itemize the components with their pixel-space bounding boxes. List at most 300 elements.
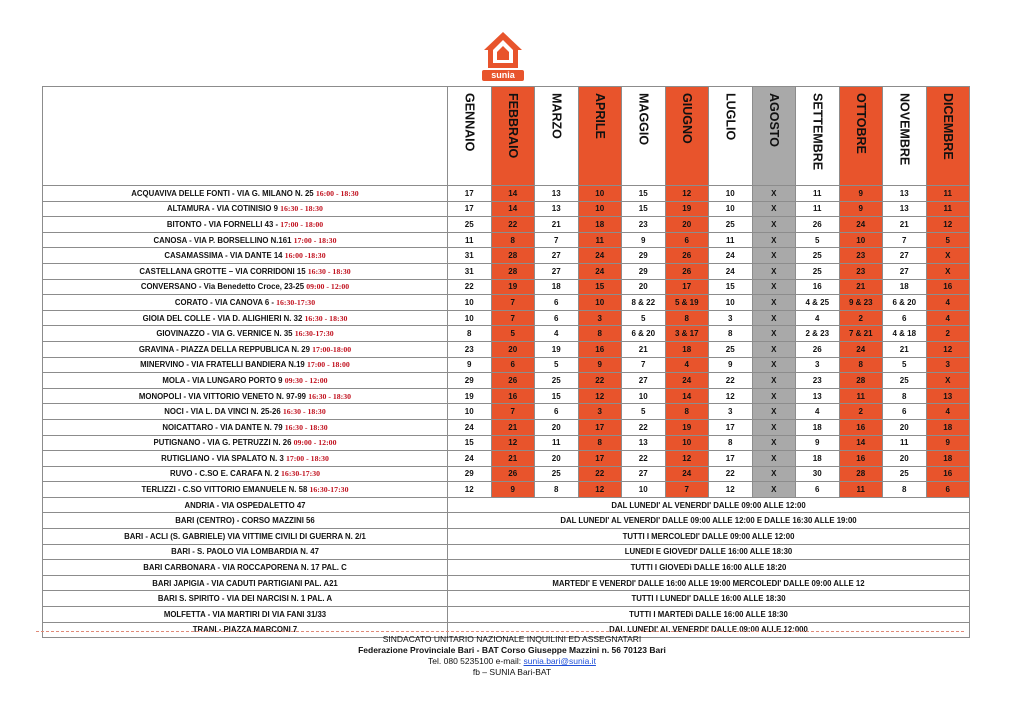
office-name-cell: BARI (CENTRO) - CORSO MAZZINI 56 — [43, 513, 448, 529]
day-cell: 6 — [796, 482, 840, 498]
office-name-cell: BARI - S. PAOLO VIA LOMBARDIA N. 47 — [43, 544, 448, 560]
day-cell: 6 — [535, 310, 579, 326]
table-row — [43, 419, 970, 435]
day-cell: 11 — [448, 232, 492, 248]
office-hours: 09:00 - 12:00 — [293, 438, 337, 448]
day-cell: 7 — [491, 295, 535, 311]
day-cell: 18 — [578, 217, 622, 233]
day-cell: 10 — [709, 201, 753, 217]
table-row — [43, 279, 970, 295]
table-row — [43, 263, 970, 279]
day-cell: 12 — [491, 435, 535, 451]
day-cell: 12 — [578, 388, 622, 404]
day-cell: 16 — [796, 279, 840, 295]
office-hours: 16:00 -18:30 — [284, 251, 326, 261]
day-cell: 8 — [665, 404, 709, 420]
day-cell: 6 & 20 — [883, 295, 927, 311]
day-cell: 17 — [578, 451, 622, 467]
day-cell: X — [752, 341, 796, 357]
day-cell: 19 — [491, 279, 535, 295]
day-cell: 5 — [796, 232, 840, 248]
day-cell: 24 — [839, 217, 883, 233]
day-cell: 19 — [448, 388, 492, 404]
day-cell: 8 — [883, 482, 927, 498]
office-hours: 17:00 - 18:30 — [286, 453, 329, 463]
day-cell: X — [752, 186, 796, 202]
month-label: APRILE — [592, 93, 607, 139]
footer-email-link[interactable]: sunia.bari@sunia.it — [523, 656, 596, 666]
schedule-body — [43, 186, 970, 638]
day-cell: 9 — [839, 186, 883, 202]
table-row — [43, 560, 970, 576]
office-hours: 16:30 - 18:30 — [284, 422, 328, 432]
office-hours: 17:00-18:00 — [312, 344, 352, 354]
office-name: CASAMASSIMA - VIA DANTE 14 — [164, 251, 283, 261]
month-header-febbraio — [491, 87, 535, 186]
office-name-cell: MOLFETTA - VIA MARTIRI DI VIA FANI 31/33 — [43, 607, 448, 623]
day-cell: 25 — [709, 217, 753, 233]
month-header-ottobre — [839, 87, 883, 186]
day-cell: 21 — [622, 341, 666, 357]
office-name: NOICATTARO - VIA DANTE N. 79 — [162, 422, 283, 432]
office-name-cell — [43, 373, 448, 389]
day-cell: 10 — [839, 232, 883, 248]
day-cell: 9 & 23 — [839, 295, 883, 311]
day-cell: 23 — [622, 217, 666, 233]
day-cell: 4 — [665, 357, 709, 373]
day-cell: 28 — [491, 263, 535, 279]
day-cell: 15 — [622, 201, 666, 217]
day-cell: 20 — [883, 451, 927, 467]
day-cell: 12 — [926, 341, 970, 357]
header-blank-cell — [43, 87, 448, 186]
day-cell: 25 — [883, 466, 927, 482]
day-cell: 23 — [448, 341, 492, 357]
day-cell: 8 — [578, 326, 622, 342]
month-header-maggio — [622, 87, 666, 186]
month-label: MAGGIO — [636, 93, 651, 146]
day-cell: X — [926, 263, 970, 279]
office-name: CONVERSANO - Via Benedetto Croce, 23-25 — [140, 282, 305, 292]
month-header-luglio — [709, 87, 753, 186]
table-row — [43, 341, 970, 357]
office-name-cell — [43, 232, 448, 248]
day-cell: 12 — [665, 451, 709, 467]
day-cell: 3 — [578, 404, 622, 420]
day-cell: 4 — [535, 326, 579, 342]
day-cell: X — [752, 326, 796, 342]
day-cell: 12 — [709, 482, 753, 498]
footer-address: Federazione Provinciale Bari - BAT Corso Giuseppe Mazzini n. 56 70123 Bari — [358, 645, 666, 655]
month-header-novembre — [883, 87, 927, 186]
day-cell: X — [926, 373, 970, 389]
day-cell: 28 — [491, 248, 535, 264]
day-cell: 27 — [622, 373, 666, 389]
table-row — [43, 232, 970, 248]
day-cell: 27 — [535, 263, 579, 279]
day-cell: 13 — [883, 186, 927, 202]
office-schedule-note: MARTEDI' E VENERDI' DALLE 16:00 ALLE 19:00 MERCOLEDI' DALLE 09:00 ALLE 12 — [448, 575, 970, 591]
day-cell: 17 — [709, 419, 753, 435]
office-name-cell — [43, 435, 448, 451]
office-name-cell — [43, 419, 448, 435]
table-row — [43, 404, 970, 420]
office-name: GRAVINA - PIAZZA DELLA REPPUBLICA N. 29 — [138, 344, 310, 354]
table-row — [43, 388, 970, 404]
office-name-cell — [43, 248, 448, 264]
day-cell: 18 — [926, 451, 970, 467]
day-cell: 29 — [448, 466, 492, 482]
day-cell: 10 — [578, 201, 622, 217]
footer-tel: Tel. 080 5235100 e-mail: — [428, 656, 522, 666]
office-schedule-note: TUTTI I MERCOLEDI' DALLE 09:00 ALLE 12:00 — [448, 529, 970, 545]
day-cell: 24 — [839, 341, 883, 357]
day-cell: X — [752, 295, 796, 311]
day-cell: 20 — [622, 279, 666, 295]
table-row — [43, 575, 970, 591]
office-hours: 16:30 - 18:30 — [282, 407, 326, 417]
day-cell: 5 — [491, 326, 535, 342]
table-row — [43, 482, 970, 498]
office-schedule-note: TUTTI I MARTEDì DALLE 16:00 ALLE 18:30 — [448, 607, 970, 623]
day-cell: 6 & 20 — [622, 326, 666, 342]
day-cell: 3 — [796, 357, 840, 373]
day-cell: 8 — [535, 482, 579, 498]
day-cell: 7 — [622, 357, 666, 373]
day-cell: 22 — [578, 466, 622, 482]
table-row — [43, 373, 970, 389]
day-cell: 26 — [491, 373, 535, 389]
day-cell: 8 — [665, 310, 709, 326]
day-cell: 12 — [926, 217, 970, 233]
day-cell: 10 — [622, 482, 666, 498]
day-cell: 17 — [709, 451, 753, 467]
day-cell: 10 — [709, 186, 753, 202]
house-logo-icon — [482, 30, 524, 70]
day-cell: 18 — [883, 279, 927, 295]
day-cell: 14 — [491, 201, 535, 217]
day-cell: 19 — [665, 419, 709, 435]
office-schedule-note: TUTTI I LUNEDI' DALLE 16:00 ALLE 18:30 — [448, 591, 970, 607]
day-cell: 13 — [796, 388, 840, 404]
day-cell: 10 — [448, 310, 492, 326]
day-cell: 13 — [535, 186, 579, 202]
day-cell: 16 — [926, 279, 970, 295]
office-hours: 16:30 - 18:30 — [307, 266, 351, 276]
table-row — [43, 201, 970, 217]
office-name-cell — [43, 404, 448, 420]
day-cell: 12 — [448, 482, 492, 498]
month-header-aprile — [578, 87, 622, 186]
day-cell: 8 — [883, 388, 927, 404]
office-name: CORATO - VIA CANOVA 6 - — [174, 297, 274, 307]
table-row — [43, 435, 970, 451]
day-cell: 7 — [491, 310, 535, 326]
office-name-cell: BARI S. SPIRITO - VIA DEI NARCISI N. 1 PAL. A — [43, 591, 448, 607]
day-cell: 18 — [796, 451, 840, 467]
day-cell: 5 — [622, 404, 666, 420]
table-row — [43, 295, 970, 311]
day-cell: 28 — [839, 373, 883, 389]
office-name: MOLA - VIA LUNGARO PORTO 9 — [162, 375, 283, 385]
day-cell: 24 — [448, 451, 492, 467]
day-cell: 18 — [926, 419, 970, 435]
office-hours: 17:00 - 18:00 — [280, 219, 324, 229]
logo-text: sunia — [482, 70, 524, 81]
day-cell: 21 — [491, 451, 535, 467]
day-cell: 11 — [578, 232, 622, 248]
day-cell: 9 — [448, 357, 492, 373]
day-cell: X — [926, 248, 970, 264]
day-cell: 8 — [709, 326, 753, 342]
month-header-marzo — [535, 87, 579, 186]
day-cell: 19 — [665, 201, 709, 217]
day-cell: 21 — [883, 341, 927, 357]
day-cell: 10 — [622, 388, 666, 404]
day-cell: 3 — [709, 310, 753, 326]
day-cell: 17 — [578, 419, 622, 435]
day-cell: 7 — [665, 482, 709, 498]
day-cell: 25 — [709, 341, 753, 357]
day-cell: X — [752, 451, 796, 467]
day-cell: 2 — [839, 404, 883, 420]
day-cell: 4 — [796, 404, 840, 420]
day-cell: 20 — [535, 451, 579, 467]
day-cell: 22 — [448, 279, 492, 295]
day-cell: X — [752, 373, 796, 389]
day-cell: 29 — [622, 263, 666, 279]
day-cell: 22 — [622, 419, 666, 435]
day-cell: X — [752, 310, 796, 326]
table-row — [43, 591, 970, 607]
day-cell: 24 — [448, 419, 492, 435]
office-name-cell — [43, 388, 448, 404]
office-name-cell: BARI CARBONARA - VIA ROCCAPORENA N. 17 PAL. C — [43, 560, 448, 576]
day-cell: 25 — [448, 217, 492, 233]
day-cell: X — [752, 232, 796, 248]
day-cell: 4 & 25 — [796, 295, 840, 311]
office-hours: 17:00 - 18:00 — [306, 360, 350, 370]
day-cell: 10 — [578, 186, 622, 202]
table-row — [43, 466, 970, 482]
day-cell: 13 — [622, 435, 666, 451]
day-cell: 25 — [796, 248, 840, 264]
day-cell: 6 — [535, 295, 579, 311]
table-row — [43, 451, 970, 467]
day-cell: 18 — [665, 341, 709, 357]
day-cell: 15 — [709, 279, 753, 295]
day-cell: 21 — [491, 419, 535, 435]
day-cell: 5 — [622, 310, 666, 326]
day-cell: X — [752, 388, 796, 404]
table-row — [43, 529, 970, 545]
day-cell: 11 — [796, 201, 840, 217]
day-cell: 15 — [578, 279, 622, 295]
day-cell: 4 — [926, 310, 970, 326]
day-cell: 24 — [665, 466, 709, 482]
office-name: MONOPOLI - VIA VITTORIO VENETO N. 97-99 — [138, 391, 307, 401]
day-cell: 10 — [709, 295, 753, 311]
day-cell: 26 — [796, 217, 840, 233]
office-name-cell: TRANI - PIAZZA MARCONI 7 — [43, 622, 448, 638]
table-row — [43, 248, 970, 264]
day-cell: 16 — [578, 341, 622, 357]
table-row — [43, 497, 970, 513]
office-hours: 17:00 - 18:30 — [293, 235, 337, 245]
month-label: SETTEMBRE — [810, 93, 825, 171]
day-cell: 26 — [665, 263, 709, 279]
day-cell: 3 — [926, 357, 970, 373]
day-cell: 11 — [883, 435, 927, 451]
office-name: ALTAMURA - VIA COTINISIO 9 — [167, 204, 278, 214]
month-header-row — [43, 87, 970, 186]
day-cell: 7 & 21 — [839, 326, 883, 342]
day-cell: 21 — [883, 217, 927, 233]
day-cell: 27 — [883, 263, 927, 279]
office-name-cell — [43, 217, 448, 233]
table-row — [43, 544, 970, 560]
day-cell: 9 — [709, 357, 753, 373]
month-header-gennaio — [448, 87, 492, 186]
day-cell: 12 — [665, 186, 709, 202]
table-row — [43, 357, 970, 373]
day-cell: 24 — [709, 248, 753, 264]
table-row — [43, 326, 970, 342]
office-schedule-note: LUNEDI E GIOVEDI' DALLE 16:00 ALLE 18:30 — [448, 544, 970, 560]
office-name: NOCI - VIA L. DA VINCI N. 25-26 — [164, 407, 281, 417]
day-cell: X — [752, 435, 796, 451]
day-cell: 17 — [448, 186, 492, 202]
day-cell: 11 — [839, 482, 883, 498]
day-cell: 21 — [535, 217, 579, 233]
day-cell: 28 — [839, 466, 883, 482]
office-hours: 09:00 - 12:00 — [306, 282, 350, 292]
office-name: MINERVINO - VIA FRATELLI BANDIERA N.19 — [140, 360, 305, 370]
day-cell: 23 — [796, 373, 840, 389]
day-cell: 30 — [796, 466, 840, 482]
office-hours: 09:30 - 12:00 — [284, 375, 328, 385]
day-cell: 26 — [665, 248, 709, 264]
day-cell: 31 — [448, 248, 492, 264]
office-name: BITONTO - VIA FORNELLI 43 - — [166, 219, 279, 229]
office-hours: 16:30-17:30 — [294, 329, 334, 339]
footer — [0, 634, 1024, 678]
day-cell: 11 — [535, 435, 579, 451]
day-cell: 9 — [578, 357, 622, 373]
day-cell: 5 — [926, 232, 970, 248]
day-cell: 10 — [578, 295, 622, 311]
office-name: GIOVINAZZO - VIA G. VERNICE N. 35 — [156, 329, 293, 339]
day-cell: 16 — [839, 451, 883, 467]
day-cell: 7 — [535, 232, 579, 248]
day-cell: 29 — [448, 373, 492, 389]
day-cell: 6 — [883, 404, 927, 420]
day-cell: 25 — [796, 263, 840, 279]
office-name: RUVO - C.SO E. CARAFA N. 2 — [169, 469, 279, 479]
office-name-cell — [43, 357, 448, 373]
day-cell: 8 — [709, 435, 753, 451]
day-cell: 8 — [491, 232, 535, 248]
day-cell: 9 — [491, 482, 535, 498]
day-cell: 29 — [622, 248, 666, 264]
day-cell: 8 — [578, 435, 622, 451]
month-label: GENNAIO — [462, 93, 477, 152]
day-cell: 22 — [622, 451, 666, 467]
day-cell: X — [752, 419, 796, 435]
day-cell: X — [752, 404, 796, 420]
office-schedule-note: DAL LUNEDI' AL VENERDI' DALLE 09:00 ALLE 12:00 E DALLE 16:30 ALLE 19:00 — [448, 513, 970, 529]
day-cell: 22 — [709, 373, 753, 389]
day-cell: 20 — [491, 341, 535, 357]
day-cell: 8 — [448, 326, 492, 342]
office-schedule-note: TUTTI I GIOVEDì DALLE 16:00 ALLE 18:20 — [448, 560, 970, 576]
month-label: FEBBRAIO — [505, 93, 520, 159]
day-cell: 14 — [491, 186, 535, 202]
day-cell: 3 — [578, 310, 622, 326]
day-cell: 27 — [622, 466, 666, 482]
month-header-agosto — [752, 87, 796, 186]
day-cell: 11 — [926, 186, 970, 202]
office-hours: 16:30-17:30 — [276, 297, 316, 307]
day-cell: 6 — [491, 357, 535, 373]
table-row — [43, 513, 970, 529]
month-label: MARZO — [549, 93, 564, 139]
office-name-cell — [43, 201, 448, 217]
day-cell: 25 — [883, 373, 927, 389]
day-cell: 26 — [796, 341, 840, 357]
office-name-cell — [43, 326, 448, 342]
day-cell: 2 & 23 — [796, 326, 840, 342]
day-cell: X — [752, 217, 796, 233]
office-name-cell — [43, 341, 448, 357]
day-cell: 10 — [448, 295, 492, 311]
month-header-dicembre — [926, 87, 970, 186]
day-cell: 24 — [665, 373, 709, 389]
office-name-cell — [43, 310, 448, 326]
day-cell: 9 — [839, 201, 883, 217]
day-cell: 14 — [839, 435, 883, 451]
day-cell: 24 — [709, 263, 753, 279]
office-hours: 16:30-17:30 — [281, 469, 321, 479]
day-cell: 25 — [535, 373, 579, 389]
day-cell: 13 — [926, 388, 970, 404]
day-cell: 31 — [448, 263, 492, 279]
table-row — [43, 310, 970, 326]
day-cell: 4 — [796, 310, 840, 326]
day-cell: 22 — [709, 466, 753, 482]
day-cell: X — [752, 357, 796, 373]
day-cell: 4 & 18 — [883, 326, 927, 342]
office-name-cell — [43, 466, 448, 482]
month-label: DICEMBRE — [940, 93, 955, 160]
day-cell: 20 — [535, 419, 579, 435]
day-cell: 3 & 17 — [665, 326, 709, 342]
day-cell: X — [752, 263, 796, 279]
month-label: NOVEMBRE — [897, 93, 912, 166]
office-name-cell: BARI - ACLI (S. GABRIELE) VIA VITTIME CIVILI DI GUERRA N. 2/1 — [43, 529, 448, 545]
day-cell: 11 — [839, 388, 883, 404]
day-cell: 5 & 19 — [665, 295, 709, 311]
day-cell: 13 — [535, 201, 579, 217]
day-cell: 3 — [709, 404, 753, 420]
office-name: GIOIA DEL COLLE - VIA D. ALIGHIERI N. 32 — [142, 313, 303, 323]
day-cell: 13 — [883, 201, 927, 217]
office-schedule-note: DAL LUNEDI' AL VENERDI' DALLE 09:00 ALLE 12:00 — [448, 497, 970, 513]
day-cell: 15 — [535, 388, 579, 404]
day-cell: X — [752, 482, 796, 498]
day-cell: 9 — [622, 232, 666, 248]
day-cell: 18 — [535, 279, 579, 295]
